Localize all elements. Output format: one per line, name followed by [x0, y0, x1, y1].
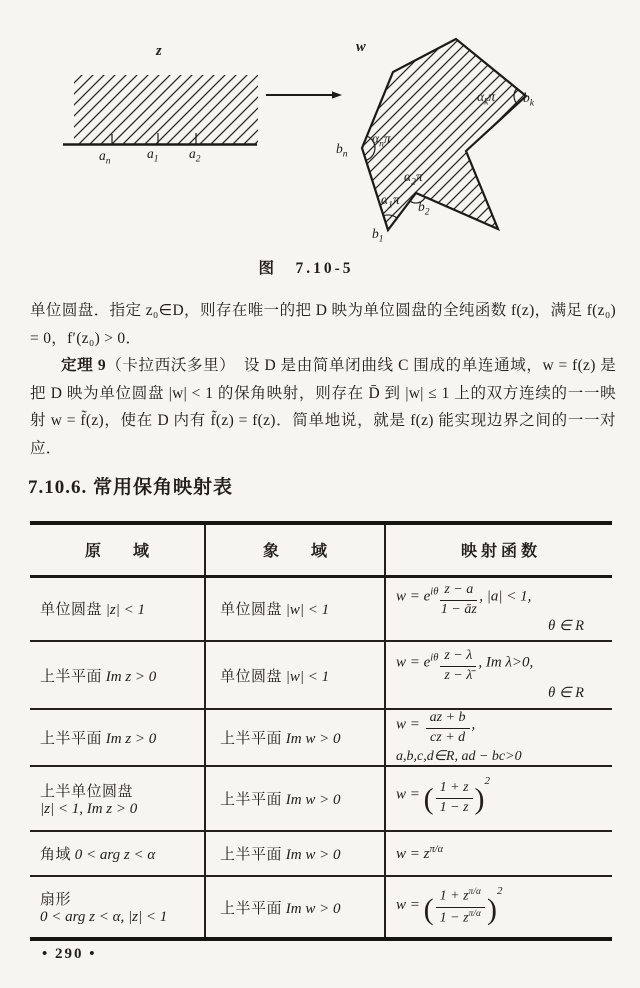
formula-line-2: a,b,c,d∈R, ad − bc>0	[396, 748, 522, 764]
theorem-body: 设 D 是由简单闭曲线 C 围成的单连通域，w = f(z) 是把 D 映为单位圆盘 |w| < 1 的保角映射，则存在 D̄ 到 |w| ≤ 1 上的双方连续的一一映射 w = f̃(z)，使在 D 内有 f̃(z) = f(z)．简单地说，就是 f(z) 能实现边界之间的一一对应．	[30, 357, 617, 457]
w-plane-label: w	[356, 39, 366, 55]
cell-image: 单位圆盘 |w| < 1	[205, 641, 385, 709]
cell-formula	[385, 766, 612, 831]
vertex-label-bk: $b_k$	[523, 90, 534, 109]
formula-line-1: w = ( $\frac{1 + z}{1 - z}$ )$^2$	[396, 775, 491, 816]
cell-image: 上半平面 Im w > 0	[205, 709, 385, 766]
vertex-label-b2: $b_2$	[418, 199, 430, 218]
vertex-label-bn: $b_n$	[336, 141, 348, 160]
section-number: 7.10.6.	[28, 477, 88, 498]
conformal-mapping-table	[30, 521, 612, 941]
row-halfplane-to-disk	[30, 641, 612, 709]
cell-image: 上半平面 Im w > 0	[205, 831, 385, 876]
formula-line-1: w = ( $\frac{1 + z^{\pi/\alpha}}{1 - z^{\pi/\alpha}}$ )$^2$	[396, 885, 503, 927]
z-plane-diagram	[63, 43, 258, 167]
formula-line-1: $w = z^{\pi/\alpha}$	[396, 844, 444, 862]
paragraph-theorem-9	[30, 352, 616, 462]
cell-image: 上半平面 Im w > 0	[205, 876, 385, 939]
formula-line-1: $w = e^{i\theta}$ $\frac{z - \lambda}{z - \lambdā}$ , Im λ>0,	[396, 648, 534, 683]
axis-point-an: $a_n$	[99, 148, 111, 167]
axis-point-a1: $a_1$	[147, 146, 159, 165]
cell-domain: 上半平面 Im z > 0	[30, 709, 205, 766]
cell-domain: 扇形 0 < arg z < α, |z| < 1	[30, 876, 205, 939]
cell-domain: 上半单位圆盘 |z| < 1, Im z > 0	[30, 766, 205, 831]
row-disk-to-disk	[30, 576, 612, 641]
cell-formula	[385, 831, 612, 876]
z-plane-label: z	[156, 43, 162, 59]
angle-label-ak-pi: $\alpha_k\pi$	[477, 89, 496, 108]
cell-formula	[385, 576, 612, 641]
mapping-arrow-icon	[266, 91, 342, 98]
angle-label-an-pi: $\alpha_n\pi$	[372, 131, 391, 150]
cell-domain: 单位圆盘 |z| < 1	[30, 576, 205, 641]
cell-formula	[385, 709, 612, 766]
cell-formula	[385, 876, 612, 939]
cell-formula	[385, 641, 612, 709]
angle-label-a1-pi: $\alpha_1\pi$	[381, 192, 400, 211]
header-image-domain: 象 域	[205, 523, 385, 576]
page-number: • 290 •	[42, 946, 97, 962]
figure-caption: 图 7.10-5	[258, 260, 354, 277]
paragraph-unit-disk: 单位圆盘．指定 z₀∈D，则存在唯一的把 D 映为单位圆盘的全纯函数 f(z)，满足 f(z₀) = 0，f′(z₀) > 0．	[30, 302, 616, 347]
header-mapping-function: 映 射 函 数	[385, 523, 612, 576]
section-heading	[28, 472, 233, 499]
cell-image: 上半平面 Im w > 0	[205, 766, 385, 831]
row-half-disk-to-halfplane	[30, 766, 612, 831]
formula-line-2: θ ∈ R	[548, 684, 584, 701]
table-header-row	[30, 523, 612, 576]
axis-point-a2: $a_2$	[189, 146, 201, 165]
w-plane-diagram	[336, 39, 535, 245]
cell-image: 单位圆盘 |w| < 1	[205, 576, 385, 641]
row-circular-sector-to-halfplane	[30, 876, 612, 939]
formula-line-2: θ ∈ R	[548, 618, 584, 635]
figure-7-10-5	[0, 25, 640, 255]
vertex-label-b1: $b_1$	[372, 226, 384, 245]
theorem-attribution: （卡拉西沃多里）	[105, 357, 244, 374]
upper-half-plane-region	[74, 75, 258, 144]
formula-line-1: w = $\frac{az + b}{cz + d}$ ,	[396, 710, 476, 745]
cell-domain: 上半平面 Im z > 0	[30, 641, 205, 709]
row-halfplane-to-halfplane	[30, 709, 612, 766]
section-title: 常用保角映射表	[93, 477, 234, 498]
angle-label-a2-pi: $\alpha_2\pi$	[404, 169, 423, 188]
theorem-number: 定理 9	[61, 357, 106, 374]
cell-domain: 角域 0 < arg z < α	[30, 831, 205, 876]
header-domain: 原 域	[30, 523, 205, 576]
formula-line-1: $w = e^{i\theta}$ $\frac{z - a}{1 - āz}$ , |a| < 1,	[396, 582, 532, 617]
row-sector-to-halfplane	[30, 831, 612, 876]
